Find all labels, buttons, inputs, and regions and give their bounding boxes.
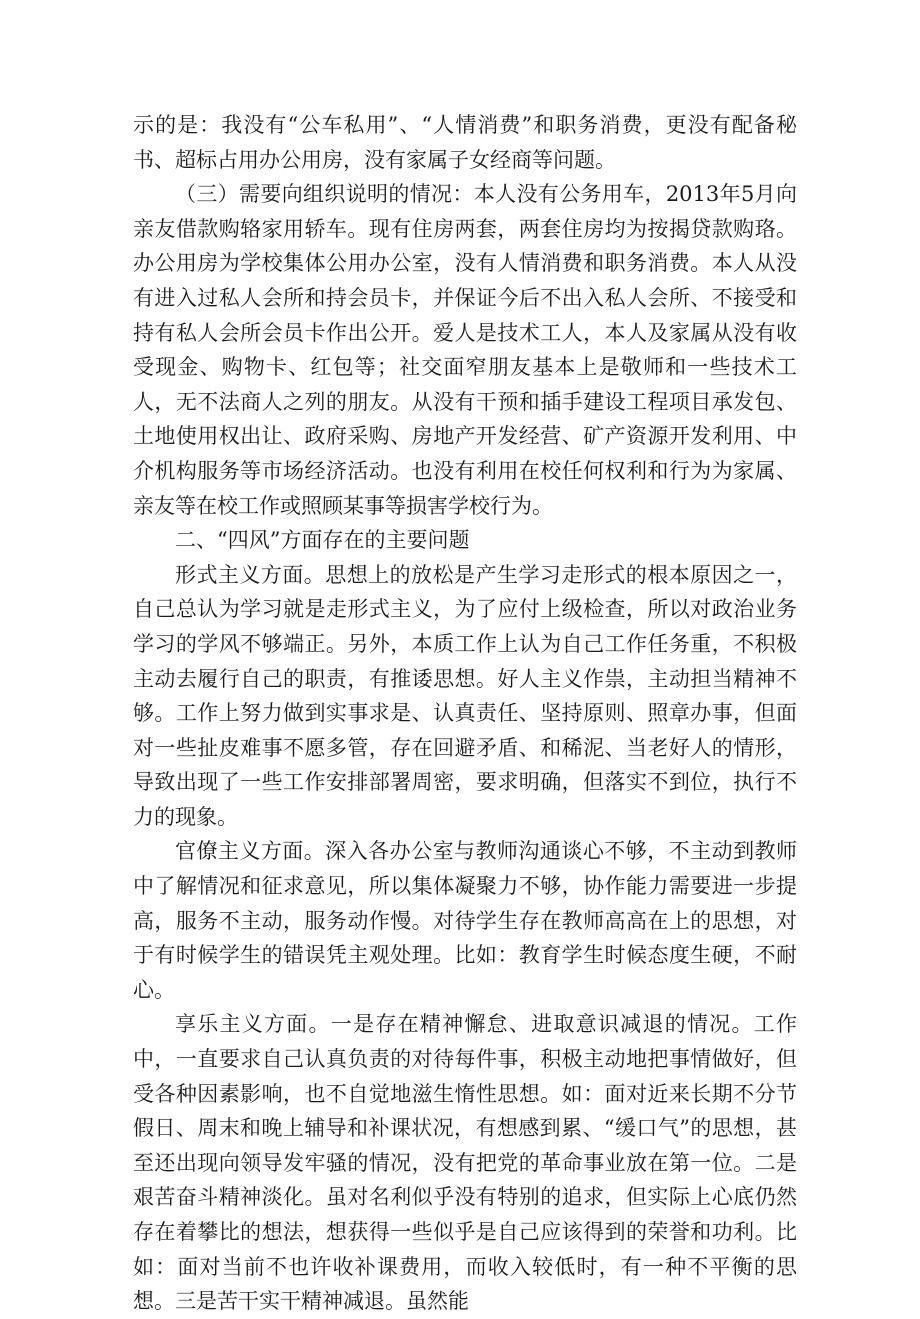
paragraph-hedonism: 享乐主义方面。一是存在精神懈怠、进取意识减退的情况。工作中，一直要求自己认真负责的对待每件事，积极主动地把事情做好，但受各种因素影响，也不自觉地滋生惰性思想。如：面对近来长期不分节假日、周末和晚上辅导和补课状况，有想感到累、“缓口气”的思想，甚至还出现向领导发牢骚的情况，没有把党的革命事业放在第一位。二是艰苦奋斗精神淡化。虽对名利似乎没有特别的追求，但实际上心底仍然存在着攀比的想法，想获得一些似乎是自己应该得到的荣誉和功利。比如：面对当前不也许收补课费用，而收入较低时，有一种不平衡的思想。三是苦干实干精神减退。虽然能 xyxy=(133,1012,797,1314)
paragraph-section-three: （三）需要向组织说明的情况：本人没有公务用车，2013年5月向亲友借款购辂家用轿车。现有住房两套，两套住房均为按揭贷款购珞。办公用房为学校集体公用办公室，没有人情消费和职务消费。本人从没有进入过私人会所和持会员卡，并保证今后不出入私人会所、不接受和持有私人会所会员卡作出公开。爱人是技术工人，本人及家属从没有收受现金、购物卡、红包等；社交面窄朋友基本上是敬师和一些技术工人，无不法商人之列的朋友。从没有干预和插手建设工程项目承发包、土地使用权出让、政府采购、房地产开发经营、矿产资源开发利用、中介机构服务等市场经济活动。也没有利用在校任何权利和行为为家属、亲友等在校工作或照顾某事等损害学校行为。 xyxy=(133,182,797,518)
document-body xyxy=(133,108,797,1319)
section-heading-four-styles: 二、“四风”方面存在的主要问题 xyxy=(175,528,470,553)
paragraph-continuation: 示的是：我没有“公车私用”、“人情消费”和职务消费，更没有配备秘书、超标占用办公用房，没有家属子女经商等问题。 xyxy=(133,113,797,172)
paragraph-formalism: 形式主义方面。思想上的放松是产生学习走形式的根本原因之一，自己总认为学习就是走形式主义，为了应付上级检查，所以对政治业务学习的学风不够端正。另外，本质工作上认为自己工作任务重，不积极主动去履行自己的职责，有推诿思想。好人主义作祟，主动担当精神不够。工作上努力做到实事求是、认真责任、坚持原则、照章办事，但面对一些扯皮难事不愿多管，存在回避矛盾、和稀泥、当老好人的情形，导致出现了一些工作安排部署周密，要求明确，但落实不到位，执行不力的现象。 xyxy=(133,562,797,829)
paragraph-bureaucratism: 官僚主义方面。深入各办公室与教师沟通谈心不够，不主动到教师中了解情况和征求意见，所以集体凝聚力不够，协作能力需要进一步提高，服务不主动，服务动作慢。对待学生存在教师高高在上的思想，对于有时候学生的错误凭主观处理。比如：教育学生时候态度生硬，不耐心。 xyxy=(133,839,797,1002)
